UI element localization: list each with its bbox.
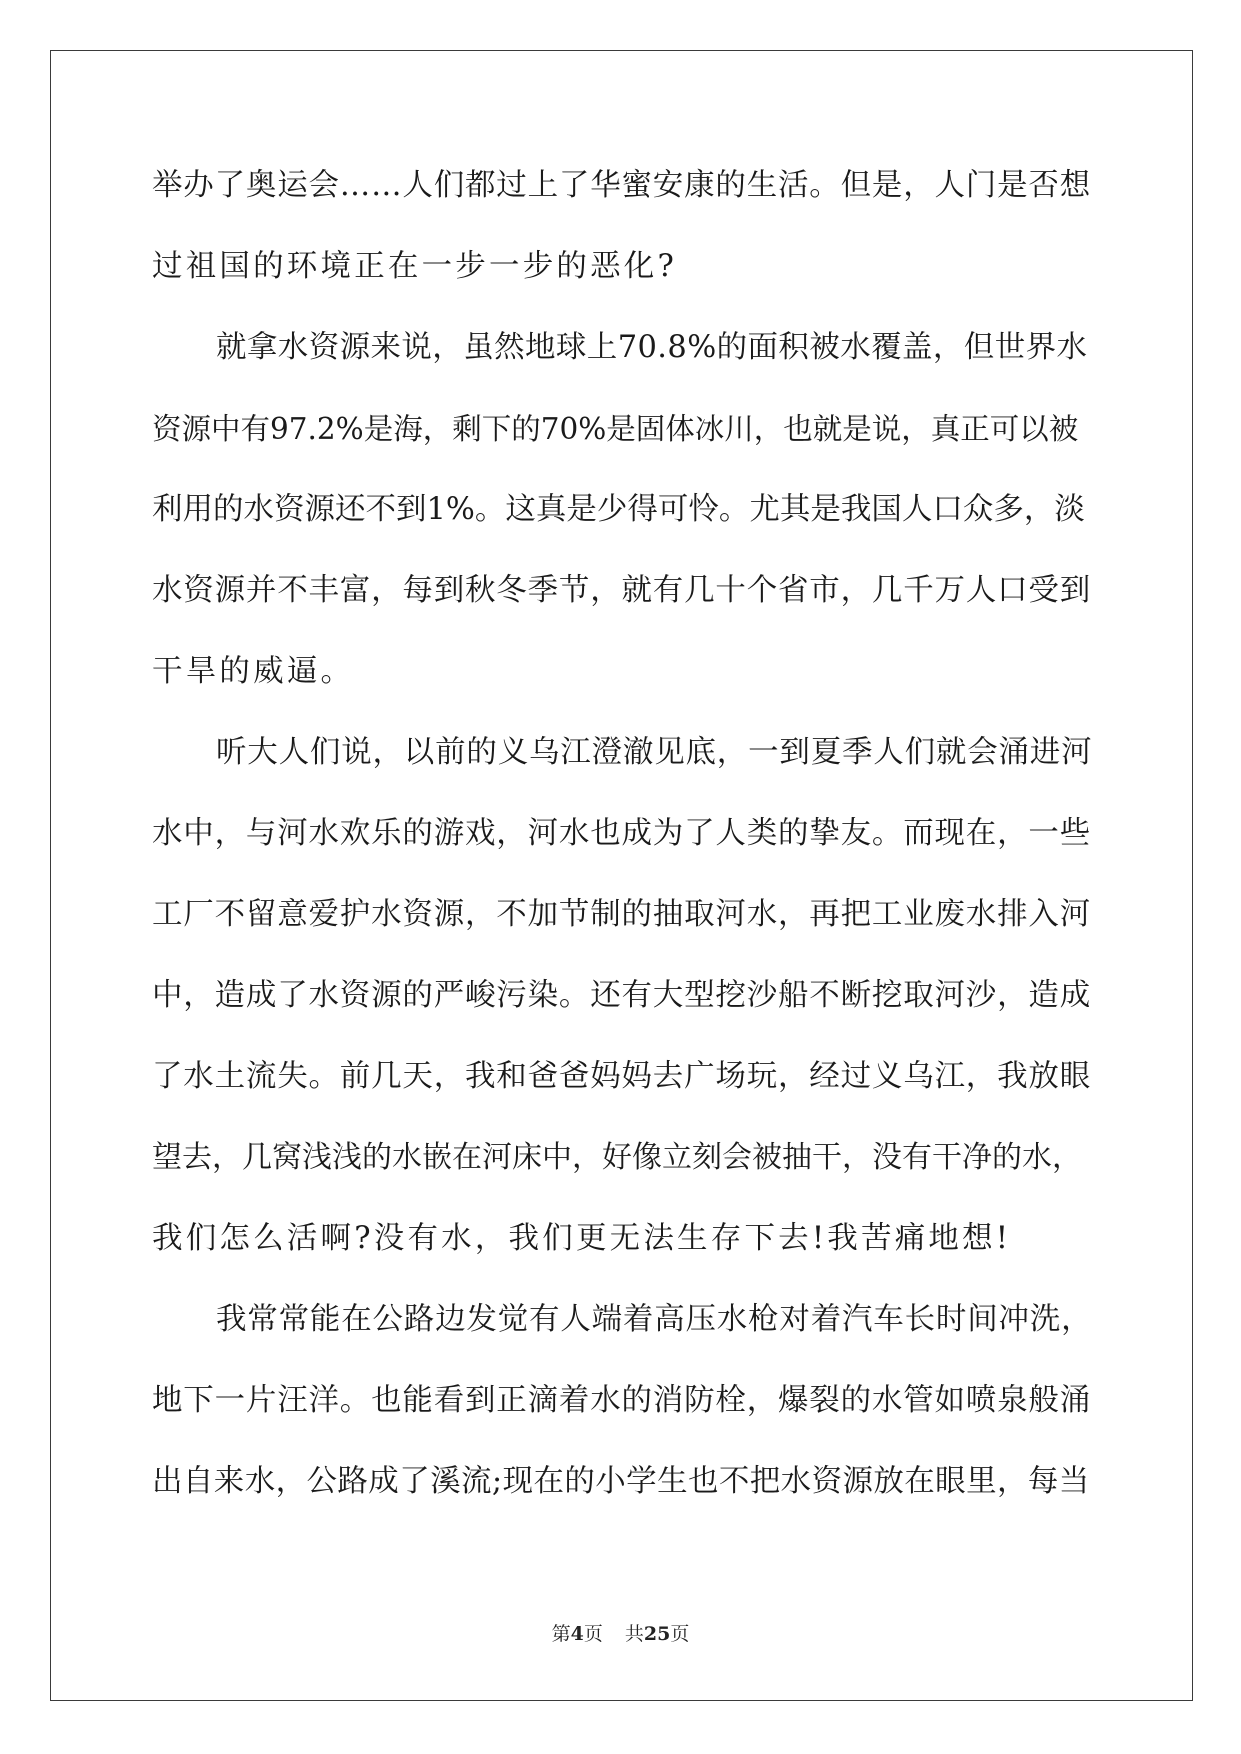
page-number-footer <box>0 1621 1241 1647</box>
text-line: 过祖国的环境正在一步一步的恶化? <box>152 249 678 284</box>
text-line: 工厂不留意爱护水资源，不加节制的抽取河水，再把工业废水排入河 <box>152 897 1091 932</box>
paragraph-start-line: 我常常能在公路边发觉有人端着高压水枪对着汽车长时间冲洗， <box>216 1302 1093 1337</box>
text-line: 资源中有97.2%是海，剩下的70%是固体冰川，也就是说，真正可以被 <box>152 412 1079 446</box>
text-line: 利用的水资源还不到1%。这真是少得可怜。尤其是我国人口众多，淡 <box>152 492 1085 527</box>
total-prefix: 共 <box>624 1623 644 1645</box>
text-line: 我们怎么活啊?没有水，我们更无法生存下去!我苦痛地想! <box>152 1221 1012 1256</box>
text-line: 水中，与河水欢乐的游戏，河水也成为了人类的挚友。而现在，一些 <box>152 816 1091 851</box>
current-page-number: 4 <box>570 1623 584 1645</box>
text-line: 中，造成了水资源的严峻污染。还有大型挖沙船不断挖取河沙，造成 <box>152 978 1091 1013</box>
page-suffix: 页 <box>583 1623 603 1645</box>
text-line: 举办了奥运会……人们都过上了华蜜安康的生活。但是，人门是否想 <box>152 168 1091 203</box>
text-line: 了水土流失。前几天，我和爸爸妈妈去广场玩，经过义乌江，我放眼 <box>152 1059 1091 1094</box>
page-prefix: 第 <box>551 1623 571 1645</box>
text-line: 地下一片汪洋。也能看到正滴着水的消防栓，爆裂的水管如喷泉般涌 <box>152 1383 1091 1418</box>
total-suffix: 页 <box>670 1623 690 1645</box>
document-body <box>152 158 1092 1535</box>
text-line: 望去，几窝浅浅的水嵌在河床中，好像立刻会被抽干，没有干净的水， <box>152 1140 1082 1175</box>
text-line: 水资源并不丰富，每到秋冬季节，就有几十个省市，几千万人口受到 <box>152 573 1091 608</box>
paragraph-start-line: 就拿水资源来说，虽然地球上70.8%的面积被水覆盖，但世界水 <box>216 330 1088 365</box>
paragraph-start-line: 听大人们说，以前的义乌江澄澈见底，一到夏季人们就会涌进河 <box>216 735 1093 770</box>
total-page-count: 25 <box>643 1623 671 1645</box>
text-line: 出自来水，公路成了溪流;现在的小学生也不把水资源放在眼里，每当 <box>152 1464 1090 1499</box>
text-line: 干旱的威逼。 <box>152 654 355 689</box>
